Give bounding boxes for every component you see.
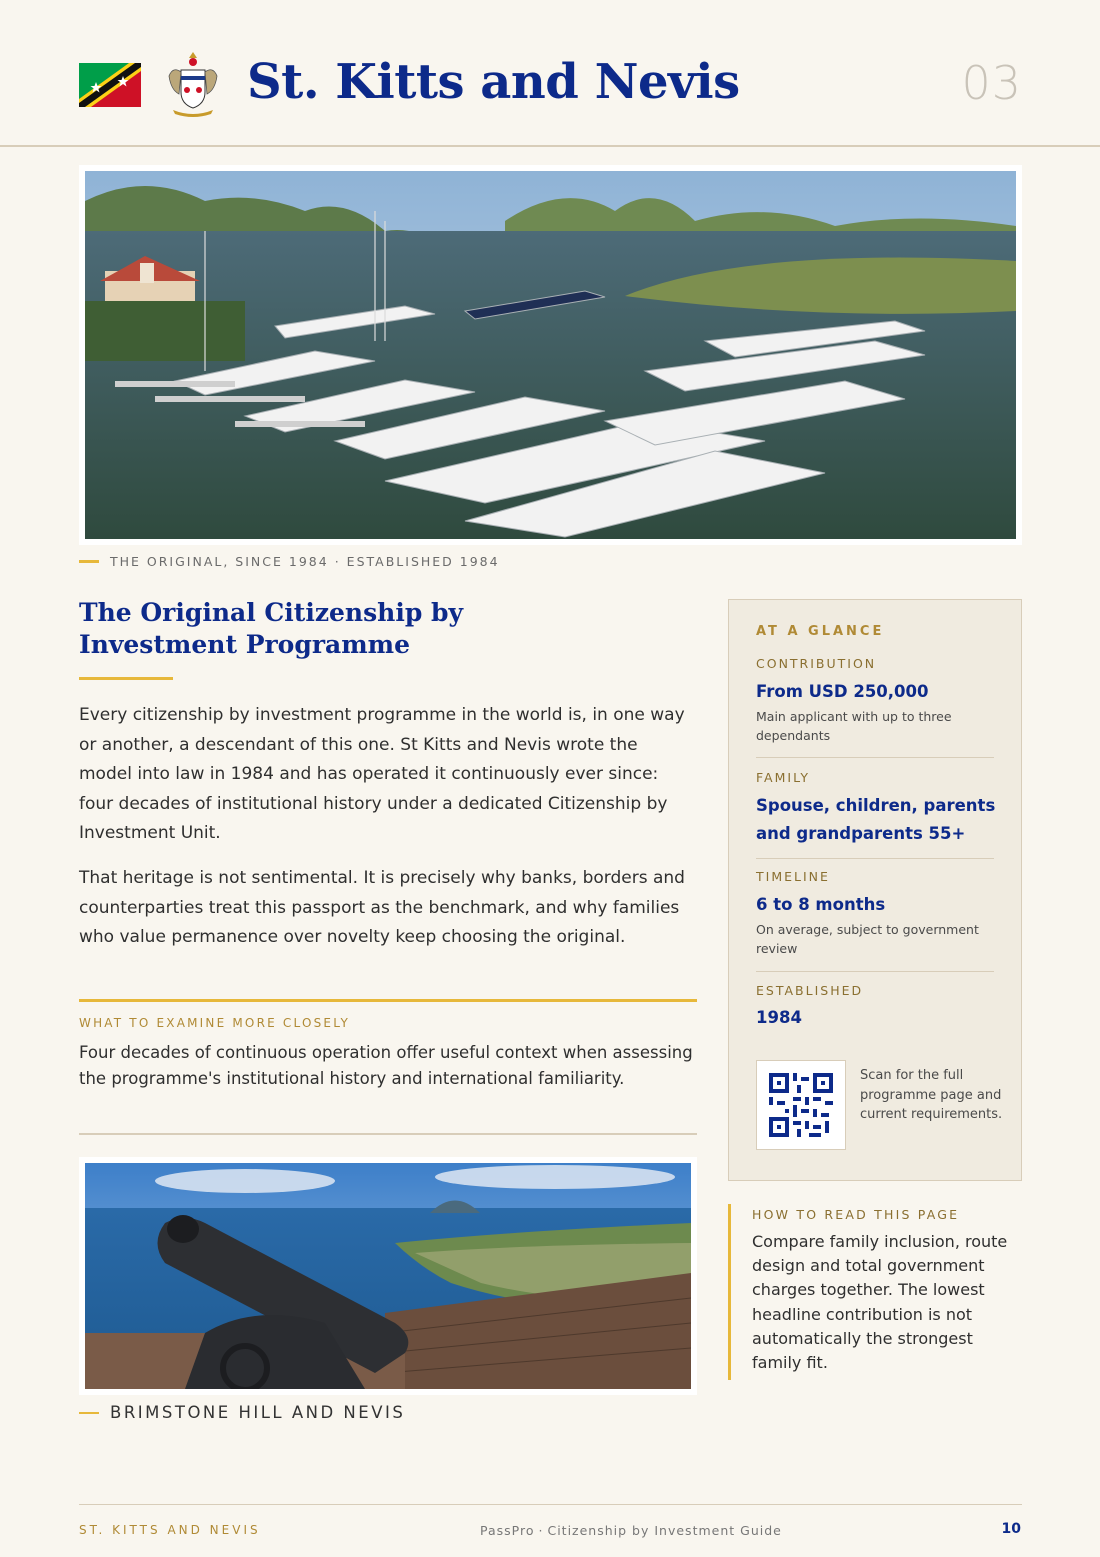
footer-country: ST. KITTS AND NEVIS xyxy=(79,1523,261,1537)
photo-caption xyxy=(79,1403,405,1422)
saint-kitts-nevis-flag-icon xyxy=(79,63,141,107)
glance-divider xyxy=(756,757,994,758)
heading-underline xyxy=(79,677,173,680)
contribution-note: Main applicant with up to three dependants xyxy=(756,709,952,743)
examine-label: WHAT TO EXAMINE MORE CLOSELY xyxy=(79,1016,351,1030)
glance-divider xyxy=(756,858,994,859)
glance-divider xyxy=(756,971,994,972)
family-label: FAMILY xyxy=(756,770,811,785)
footer-separator: · xyxy=(538,1523,544,1538)
family-value: Spouse, children, parents and grandparents 55+ xyxy=(756,796,996,843)
contribution-value: From USD 250,000 xyxy=(756,682,929,701)
caption-separator: · xyxy=(334,554,341,569)
section-heading: The Original Citizenship by Investment Programme xyxy=(79,598,464,659)
chapter-number: 03 xyxy=(961,56,1022,110)
photo-caption-text: BRIMSTONE HILL AND NEVIS xyxy=(110,1403,406,1422)
cannon-fortress-image xyxy=(85,1163,691,1389)
qr-code-icon xyxy=(769,1073,833,1137)
brimstone-hill-photo xyxy=(79,1157,697,1395)
caption-dash xyxy=(79,1412,99,1414)
footer-guide-title xyxy=(480,1523,782,1538)
timeline-value: 6 to 8 months xyxy=(756,895,886,914)
page-header xyxy=(0,0,1100,147)
how-to-read-note xyxy=(728,1204,1023,1380)
glance-title: AT A GLANCE xyxy=(756,624,885,639)
established-label: ESTABLISHED xyxy=(756,983,864,998)
timeline-label: TIMELINE xyxy=(756,869,830,884)
examine-divider-top xyxy=(79,999,697,1002)
contribution-label: CONTRIBUTION xyxy=(756,656,877,671)
marina-photo xyxy=(79,165,1022,545)
programme-qr-code[interactable] xyxy=(756,1060,846,1150)
coat-of-arms-icon xyxy=(163,50,223,118)
examine-text: Four decades of continuous operation offer useful context when assessing the programme's institutional history and international familiarity. xyxy=(79,1043,693,1088)
howto-label: HOW TO READ THIS PAGE xyxy=(752,1207,960,1222)
hero-caption-primary: THE ORIGINAL, SINCE 1984 xyxy=(110,554,329,569)
hero-caption xyxy=(79,554,500,569)
page-title: St. Kitts and Nevis xyxy=(247,54,740,110)
at-a-glance-panel xyxy=(728,599,1022,1181)
heritage-paragraph: That heritage is not sentimental. It is precisely why banks, borders and counterparties treat this passport as the benchmark, and why families who value permanence over novelty keep choosing the original. xyxy=(79,868,685,947)
footer-brand: PassPro xyxy=(480,1523,535,1538)
timeline-note: On average, subject to government review xyxy=(756,922,979,956)
hero-caption-secondary: ESTABLISHED 1984 xyxy=(346,554,500,569)
marina-yachts-image xyxy=(85,171,1016,539)
page-number: 10 xyxy=(1001,1521,1021,1537)
caption-dash xyxy=(79,560,99,563)
howto-text: Compare family inclusion, route design and total government charges together. The lowest headline contribution is not automatically the strongest family fit. xyxy=(752,1232,1008,1373)
established-value: 1984 xyxy=(756,1008,802,1027)
footer-divider xyxy=(79,1504,1022,1505)
intro-paragraph: Every citizenship by investment programme in the world is, in one way or another, a descendant of this one. St Kitts and Nevis wrote the model into law in 1984 and has operated it continuously ever since: four decades of institutional history under a dedicated Citizenship by Investment Unit. xyxy=(79,705,685,843)
examine-divider-bottom xyxy=(79,1133,697,1135)
footer-guide: Citizenship by Investment Guide xyxy=(547,1523,782,1538)
qr-instructions: Scan for the full programme page and current requirements. xyxy=(860,1068,1003,1122)
